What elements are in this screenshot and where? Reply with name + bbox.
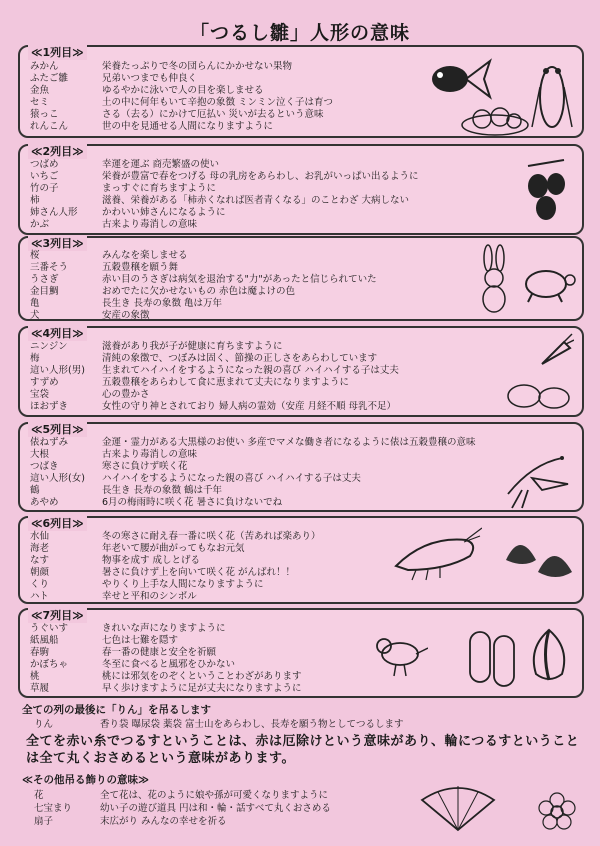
item-name: 宝袋 — [30, 389, 50, 400]
item-name: ほおずき — [30, 401, 69, 412]
item-name: ハト — [30, 591, 49, 602]
list-item — [30, 647, 216, 659]
item-name: つばき — [30, 461, 59, 472]
list-item — [30, 97, 333, 109]
item-name: セミ — [30, 97, 50, 108]
list-item — [30, 531, 321, 543]
list-item — [30, 73, 197, 85]
item-desc: 冬の寒さに耐え春一番に咲く花（苦あれば楽あり） — [102, 531, 321, 542]
list-item — [30, 250, 188, 262]
item-name: 扇子 — [34, 816, 54, 827]
list-item — [30, 543, 245, 555]
list-item — [30, 683, 302, 695]
list-item — [30, 298, 222, 310]
column-5-heading: ≪5列目≫ — [28, 421, 87, 437]
item-desc: 幸せと平和のシンボル — [102, 591, 197, 602]
column-4-heading: ≪4列目≫ — [28, 325, 87, 341]
crane-icon — [502, 454, 572, 510]
list-item — [30, 659, 235, 671]
column-7-box — [18, 608, 584, 698]
item-name: ニンジン — [30, 341, 68, 352]
list-item — [30, 61, 292, 73]
flower-icon — [532, 790, 582, 834]
item-desc: 年老いて腰が曲がってもなお元気 — [102, 543, 245, 554]
list-item — [30, 635, 178, 647]
item-desc: みんなを楽しませる — [102, 250, 188, 261]
item-desc: きれいな声になりますように — [102, 623, 226, 634]
column-1-heading: ≪1列目≫ — [28, 44, 87, 60]
item-name: 金魚 — [30, 85, 50, 96]
item-desc: 桃には邪気をのぞくということわざがあります — [102, 671, 302, 682]
item-name: 鶴 — [30, 485, 40, 496]
item-desc: 全て花は、花のように娘や孫が可愛くなりますように — [100, 790, 329, 801]
item-name: 這い人形(男) — [30, 365, 85, 376]
list-item — [30, 219, 197, 231]
item-desc: 生まれてハイハイをするようになった親の喜び ハイハイする子は丈夫 — [102, 365, 399, 376]
rin-desc: 香り袋 曝尿袋 薬袋 富士山をあらわし、長寿を願う物としてつるします — [100, 719, 404, 730]
peach-icon — [526, 624, 572, 684]
list-item — [30, 461, 188, 473]
item-name: 犬 — [30, 310, 40, 321]
list-item — [30, 121, 273, 133]
item-desc: 末広がり みんなの幸せを祈る — [100, 816, 227, 827]
item-desc: 心の豊かさ — [102, 389, 150, 400]
chestnuts-icon — [498, 528, 580, 592]
item-name: 水仙 — [30, 531, 50, 542]
item-name: うさぎ — [30, 274, 59, 285]
item-desc: 長生き 長寿の象徴 鶴は千年 — [102, 485, 223, 496]
item-name: あやめ — [30, 497, 59, 508]
list-item — [30, 497, 282, 509]
column-6-heading: ≪6列目≫ — [28, 515, 87, 531]
column-3-heading: ≪3列目≫ — [28, 235, 87, 251]
item-name: 俵ねずみ — [30, 437, 69, 448]
goldfish-icon — [422, 51, 492, 105]
item-desc: 長生き 長寿の象徴 亀は万年 — [102, 298, 223, 309]
item-name: 草履 — [30, 683, 50, 694]
list-item — [30, 365, 399, 377]
column-4-box — [18, 326, 584, 417]
list-item — [30, 671, 302, 683]
column-3-box — [18, 236, 584, 321]
item-name: かぶ — [30, 219, 50, 230]
item-desc: 早く歩けますように足が丈夫になりますように — [102, 683, 302, 694]
red-thread-note: 全てを赤い糸でつるすということは、赤は厄除けという意味があり、輪につるすということは全て丸くおさめるという意味があります。 — [26, 734, 580, 766]
turtle-icon — [518, 262, 576, 304]
list-item — [30, 85, 264, 97]
item-desc: 清純の象徴で、つぼみは固く、節操の正しさをあらわしています — [102, 353, 378, 364]
sandals-icon — [464, 626, 520, 690]
rin-heading: 全ての列の最後に「りん」を吊るします — [22, 704, 211, 716]
item-desc: 幸運を運ぶ 商売繁盛の使い — [102, 159, 220, 170]
list-item — [30, 623, 226, 635]
item-name: ふたご雛 — [30, 73, 69, 84]
item-desc: 七色は七難を隠す — [102, 635, 179, 646]
item-desc: 兄弟いつまでも仲良く — [102, 73, 198, 84]
list-item — [30, 274, 377, 286]
oranges-plate-icon — [460, 99, 530, 137]
list-item — [30, 437, 476, 449]
list-item — [30, 286, 295, 298]
list-item — [30, 341, 283, 353]
item-desc: 暑さに負けず上を向いて咲く花 がんばれ！！ — [102, 567, 296, 578]
list-item — [30, 449, 197, 461]
item-name: 猿っこ — [30, 109, 59, 120]
item-desc: 土の中に何年もいて辛抱の象徴 ミンミン泣く子は育つ — [102, 97, 334, 108]
item-name: くり — [30, 579, 50, 590]
item-name: 朝顔 — [30, 567, 50, 578]
item-desc: 春一番の健康と安全を祈願 — [102, 647, 217, 658]
item-desc: 世の中を見通せる人間になりますように — [102, 121, 274, 132]
item-desc: まっすぐに育ちますように — [102, 183, 217, 194]
item-desc: かわいい姉さんになるように — [102, 207, 226, 218]
list-item — [30, 171, 419, 183]
item-name: 花 — [34, 790, 44, 801]
item-name: 紙風船 — [30, 635, 59, 646]
item-name: いちご — [30, 171, 59, 182]
list-item — [30, 377, 349, 389]
item-name: 三番そう — [30, 262, 69, 273]
list-item — [30, 207, 226, 219]
item-desc: 栄養が豊富で春をつげる 母の乳房をあらわし、お乳がいっぱい出るように — [102, 171, 419, 182]
item-desc: 寒さに負けず咲く花 — [102, 461, 188, 472]
others-heading: ≪その他吊る飾りの意味≫ — [22, 774, 149, 786]
list-item — [30, 183, 216, 195]
list-item — [30, 485, 222, 497]
strawberry-icon — [520, 156, 572, 226]
item-name: 七宝まり — [34, 803, 73, 814]
list-item — [30, 401, 396, 413]
item-name: 金目鯛 — [30, 286, 59, 297]
item-name: 竹の子 — [30, 183, 59, 194]
item-name: みかん — [30, 61, 59, 72]
item-desc: ハイハイをするようになった親の喜び ハイハイする子は丈夫 — [102, 473, 361, 484]
list-item — [30, 310, 150, 322]
item-desc: 滋養があり我が子が健康に育ちますように — [102, 341, 283, 352]
list-item — [30, 262, 178, 274]
item-desc: 女性の守り神とされており 婦人病の霊効（安産 月経不順 母乳不足） — [102, 401, 397, 412]
list-item — [30, 473, 361, 485]
item-desc: 赤い目のうさぎは病気を退治する"力"があったと信じられていた — [102, 274, 377, 285]
item-desc: 五穀豊穣をあらわして食に恵まれて丈夫になりますように — [102, 377, 350, 388]
item-desc: やりくり上手な人間になりますように — [102, 579, 264, 590]
column-7-heading: ≪7列目≫ — [28, 607, 87, 623]
item-desc: さる（去る）にかけて厄払い 災いが去るという意味 — [102, 109, 324, 120]
rin-row — [34, 716, 404, 730]
item-desc: 古来より毒消しの意味 — [102, 449, 198, 460]
item-desc: 古来より毒消しの意味 — [102, 219, 198, 230]
list-item — [30, 591, 197, 603]
column-2-heading: ≪2列目≫ — [28, 143, 87, 159]
item-name: 桃 — [30, 671, 40, 682]
column-5-box — [18, 422, 584, 512]
list-item — [30, 389, 150, 401]
item-name: 海老 — [30, 543, 50, 554]
item-name: 大根 — [30, 449, 50, 460]
rin-name: りん — [34, 719, 54, 730]
bush-warbler-icon — [372, 628, 428, 680]
item-name: 亀 — [30, 298, 40, 309]
column-1-box — [18, 45, 584, 138]
list-item — [30, 159, 219, 171]
column-2-box — [18, 144, 584, 235]
item-desc: 6月の梅雨時に咲く花 暑さに負けないでね — [102, 497, 283, 508]
item-name: うぐいす — [30, 623, 69, 634]
item-desc: おめでたに欠かせないもの 赤色は魔よけの色 — [102, 286, 296, 297]
item-name: 這い人形(女) — [30, 473, 85, 484]
item-desc: 金運・霊力がある大黒様のお使い 多産でマメな働き者になるように俵は五穀豊穣の意味 — [102, 437, 476, 448]
item-name: 姉さん人形 — [30, 207, 78, 218]
item-name: 梅 — [30, 353, 40, 364]
list-item — [30, 567, 295, 579]
item-desc: 冬至に食べると風邪をひかない — [102, 659, 236, 670]
item-desc: 栄養たっぷりで冬の団らんにかかせない果物 — [102, 61, 293, 72]
item-name: なす — [30, 555, 50, 566]
list-item — [34, 813, 227, 827]
list-item — [30, 555, 200, 567]
rabbit-icon — [474, 244, 514, 314]
item-name: かぼちゃ — [30, 659, 69, 670]
list-item — [34, 800, 331, 814]
item-name: 桜 — [30, 250, 40, 261]
item-name: れんこん — [30, 121, 69, 132]
item-desc: 物事を成す 成しとげる — [102, 555, 201, 566]
carrot-icon — [534, 332, 574, 372]
fan-icon — [418, 782, 498, 832]
list-item — [30, 195, 409, 207]
sparrows-icon — [504, 374, 574, 414]
item-name: 春駒 — [30, 647, 50, 658]
item-name: すずめ — [30, 377, 59, 388]
shrimp-icon — [386, 526, 482, 582]
item-desc: 幼い子の遊び道具 円は和・輪・話すべて丸くおさめる — [100, 803, 331, 814]
cicada-icon — [530, 57, 574, 133]
column-6-box — [18, 516, 584, 604]
list-item — [30, 109, 324, 121]
item-name: つばめ — [30, 159, 59, 170]
item-desc: 安産の象徴 — [102, 310, 150, 321]
list-item — [30, 579, 264, 591]
item-desc: ゆるやかに泳いで人の目を楽しませる — [102, 85, 264, 96]
list-item — [30, 353, 377, 365]
item-desc: 滋養、栄養がある「柿赤くなれば医者青くなる」のことわざ 大病しない — [102, 195, 410, 206]
page-title: 「つるし雛」人形の意味 — [189, 22, 410, 44]
item-desc: 五穀豊穣を願う舞 — [102, 262, 179, 273]
item-name: 柿 — [30, 195, 40, 206]
list-item — [34, 787, 328, 801]
